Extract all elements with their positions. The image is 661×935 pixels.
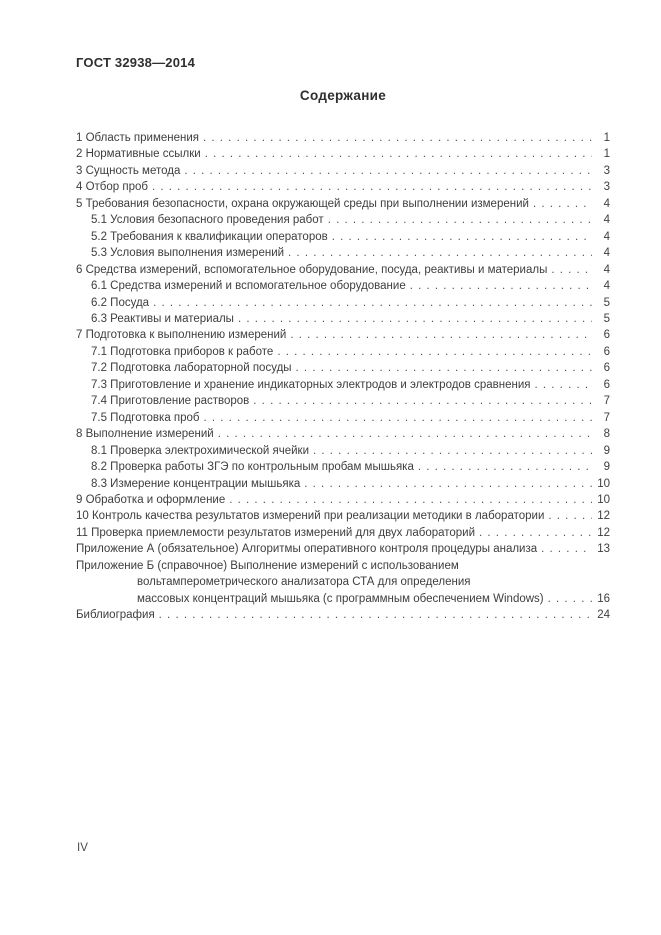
- toc-entry: [76, 163, 610, 179]
- toc-entry: [76, 525, 610, 541]
- dot-leader: [290, 327, 592, 343]
- toc-entry-text: 9 Обработка и оформление: [76, 493, 226, 506]
- toc-entry-line: [76, 377, 610, 393]
- toc-entry-line: [76, 426, 610, 442]
- dot-leader: [184, 163, 592, 179]
- toc-entry-page: 6: [603, 362, 610, 375]
- toc-entry-text: 10 Контроль качества результатов измерений при реализации методики в лаборатории: [76, 510, 545, 523]
- dot-leader: [548, 508, 592, 524]
- dot-leader: [541, 541, 592, 557]
- toc-entry-line: [76, 245, 610, 261]
- toc-entry-text: 5.1 Условия безопасного проведения работ: [91, 214, 324, 227]
- toc-entry: [76, 377, 610, 393]
- toc-entry-line: [76, 295, 610, 311]
- toc-entry-page: 8: [603, 428, 610, 441]
- toc-entry-line: [76, 229, 610, 245]
- toc-entry-text: 2 Нормативные ссылки: [76, 148, 201, 161]
- toc-entry-page: 5: [603, 312, 610, 325]
- toc-entry: [76, 278, 610, 294]
- toc-entry-page: 24: [597, 609, 610, 622]
- toc-entry-line: [76, 344, 610, 360]
- toc-entry-line: [76, 492, 610, 508]
- dot-leader: [313, 443, 592, 459]
- toc-entry: [76, 443, 610, 459]
- toc-entry: [76, 229, 610, 245]
- toc-entry-line: [76, 525, 610, 541]
- dot-leader: [253, 393, 592, 409]
- toc-entry-page: 1: [603, 148, 610, 161]
- toc-entry-line: [76, 508, 610, 524]
- toc-entry-page: 9: [603, 444, 610, 457]
- footer-page-number: IV: [77, 842, 88, 854]
- toc-entry: [76, 410, 610, 426]
- toc-entry: [76, 130, 610, 146]
- toc-entry-page: 4: [603, 214, 610, 227]
- dot-leader: [203, 130, 592, 146]
- toc-entry-text: вольтамперометрического анализатора СТА для определения: [137, 576, 471, 589]
- toc-entry: [76, 607, 610, 623]
- toc-entry-line: [76, 591, 610, 607]
- toc-entry-text: 7.2 Подготовка лабораторной посуды: [91, 362, 292, 375]
- toc-entry: [76, 311, 610, 327]
- toc-entry-line: [76, 459, 610, 475]
- toc-entry-text: 3 Сущность метода: [76, 164, 181, 177]
- toc-entry-line: [76, 278, 610, 294]
- toc-entry-line: [76, 410, 610, 426]
- dot-leader: [332, 229, 592, 245]
- toc-entry-text: 5.3 Условия выполнения измерений: [91, 247, 285, 260]
- toc-entry-text: 8.3 Измерение концентрации мышьяка: [91, 477, 301, 490]
- toc-entry-text: 7.3 Приготовление и хранение индикаторных электродов и электродов сравнения: [91, 378, 531, 391]
- toc-list: [76, 130, 610, 624]
- dot-leader: [535, 377, 592, 393]
- toc-entry: [76, 212, 610, 228]
- toc-entry-text: Приложение Б (справочное) Выполнение измерений с использованием: [76, 559, 459, 572]
- toc-entry-line: [76, 130, 610, 146]
- toc-entry-page: 1: [603, 132, 610, 144]
- dot-leader: [238, 311, 592, 327]
- toc-entry-page: 7: [603, 395, 610, 408]
- toc-entry-page: 7: [603, 411, 610, 424]
- toc-entry: [76, 426, 610, 442]
- toc-entry: [76, 245, 610, 261]
- toc-entry: [76, 179, 610, 195]
- toc-entry-page: 4: [603, 263, 610, 276]
- dot-leader: [479, 525, 592, 541]
- toc-entry-text: 5 Требования безопасности, охрана окружающей среды при выполнении измерений: [76, 197, 529, 210]
- dot-leader: [204, 410, 592, 426]
- toc-entry-line: [76, 607, 610, 623]
- dot-leader: [288, 245, 592, 261]
- toc-entry-line: [76, 558, 610, 574]
- toc-entry: [76, 558, 610, 607]
- toc-entry-page: 4: [603, 230, 610, 243]
- toc-entry-line: [76, 146, 610, 162]
- toc-entry-line: [76, 262, 610, 278]
- toc-entry-page: 16: [597, 592, 610, 605]
- dot-leader: [296, 360, 592, 376]
- toc-entry-page: 4: [603, 247, 610, 260]
- toc-entry-page: 4: [603, 280, 610, 293]
- toc-entry-text: 8 Выполнение измерений: [76, 428, 214, 441]
- dot-leader: [229, 492, 592, 508]
- toc-entry-page: 10: [597, 477, 610, 490]
- toc-entry-text: 11 Проверка приемлемости результатов измерений для двух лабораторий: [76, 526, 476, 539]
- toc-entry-line: [76, 443, 610, 459]
- toc-entry-line: [76, 360, 610, 376]
- toc-entry-line: [76, 327, 610, 343]
- dot-leader: [548, 591, 592, 607]
- dot-leader: [159, 607, 592, 623]
- toc-entry: [76, 327, 610, 343]
- toc-entry-text: 4 Отбор проб: [76, 181, 148, 194]
- toc-entry: [76, 295, 610, 311]
- dot-leader: [418, 459, 592, 475]
- toc-entry: [76, 146, 610, 162]
- toc-entry-page: 5: [603, 296, 610, 309]
- toc-entry-text: массовых концентраций мышьяка (с программным обеспечением Windows): [137, 592, 544, 605]
- document-code: ГОСТ 32938—2014: [76, 55, 195, 70]
- toc-entry-page: 12: [597, 526, 610, 539]
- toc-entry: [76, 344, 610, 360]
- toc-entry-text: 7.4 Приготовление растворов: [91, 395, 250, 408]
- toc-entry: [76, 393, 610, 409]
- toc-entry-text: 5.2 Требования к квалификации операторов: [91, 230, 328, 243]
- toc-entry-line: [76, 311, 610, 327]
- dot-leader: [277, 344, 592, 360]
- dot-leader: [551, 262, 592, 278]
- toc-entry-page: 12: [597, 510, 610, 523]
- dot-leader: [328, 212, 592, 228]
- toc-entry: [76, 360, 610, 376]
- toc-entry-text: 7 Подготовка к выполнению измерений: [76, 329, 287, 342]
- dot-leader: [152, 179, 592, 195]
- toc-entry-text: 6.1 Средства измерений и вспомогательное оборудование: [91, 280, 406, 293]
- toc-entry-line: [76, 179, 610, 195]
- toc-entry-line: [76, 574, 610, 590]
- toc-entry-text: Приложение А (обязательное) Алгоритмы оперативного контроля процедуры анализа: [76, 543, 538, 556]
- toc-entry: [76, 459, 610, 475]
- toc-entry-text: 6.2 Посуда: [91, 296, 150, 309]
- dot-leader: [218, 426, 592, 442]
- toc-entry-line: [76, 541, 610, 557]
- toc-entry-text: 7.5 Подготовка проб: [91, 411, 200, 424]
- toc-entry-text: 8.2 Проверка работы ЗГЭ по контрольным пробам мышьяка: [91, 461, 414, 474]
- dot-leader: [410, 278, 592, 294]
- toc-entry-line: [76, 163, 610, 179]
- toc-entry-page: 6: [603, 378, 610, 391]
- toc-entry-line: [76, 196, 610, 212]
- toc-entry-text: 6 Средства измерений, вспомогательное оборудование, посуда, реактивы и материалы: [76, 263, 548, 276]
- toc-entry-text: 6.3 Реактивы и материалы: [91, 312, 234, 325]
- dot-leader: [205, 146, 592, 162]
- toc-entry-page: 6: [603, 345, 610, 358]
- toc-entry-text: 8.1 Проверка электрохимической ячейки: [91, 444, 310, 457]
- toc-entry: [76, 492, 610, 508]
- page-title: Содержание: [299, 88, 387, 103]
- toc-entry-line: [76, 476, 610, 492]
- toc-entry-text: 7.1 Подготовка приборов к работе: [91, 345, 274, 358]
- dot-leader: [153, 295, 592, 311]
- toc-entry: [76, 196, 610, 212]
- toc-entry: [76, 262, 610, 278]
- dot-leader: [533, 196, 592, 212]
- toc-entry: [76, 508, 610, 524]
- toc-entry: [76, 476, 610, 492]
- toc-entry-page: 3: [603, 164, 610, 177]
- toc-entry-page: 3: [603, 181, 610, 194]
- toc-entry-page: 6: [603, 329, 610, 342]
- toc-entry-page: 4: [603, 197, 610, 210]
- toc-entry-page: 13: [597, 543, 610, 556]
- toc-entry-text: 1 Область применения: [76, 132, 200, 144]
- toc-entry-line: [76, 212, 610, 228]
- toc-entry: [76, 541, 610, 557]
- toc-entry-line: [76, 393, 610, 409]
- toc-entry-page: 9: [603, 461, 610, 474]
- dot-leader: [304, 476, 592, 492]
- toc-entry-page: 10: [597, 493, 610, 506]
- toc-entry-text: Библиография: [76, 609, 155, 622]
